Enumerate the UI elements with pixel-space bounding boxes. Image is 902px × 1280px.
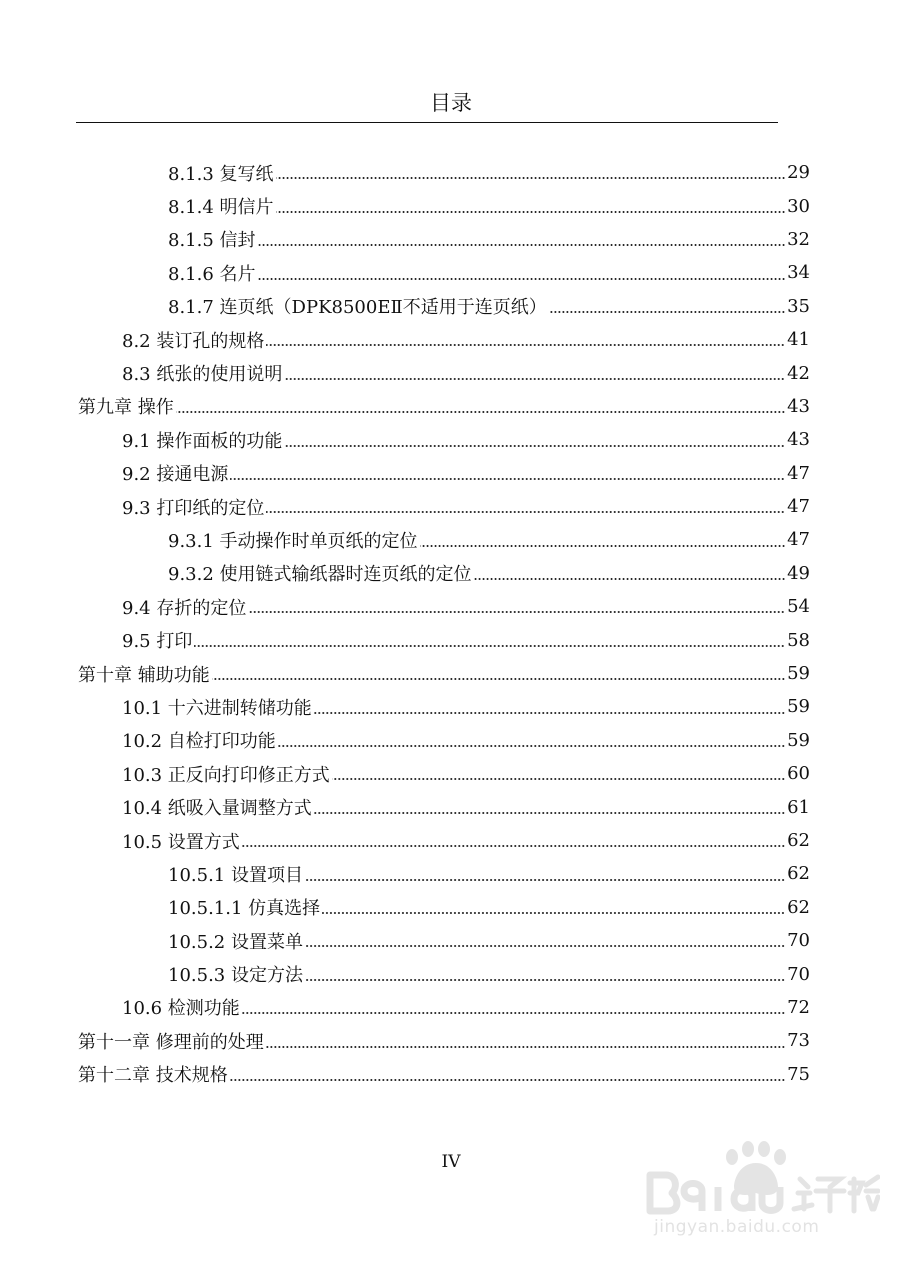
toc-entry xyxy=(0,223,902,256)
toc-entry-title: 8.1.7 连页纸（DPK8500EⅡ不适用于连页纸） xyxy=(168,297,547,319)
toc-dot-leader xyxy=(248,610,785,614)
toc-entry-title: 10.6 检测功能 xyxy=(122,998,240,1020)
toc-entry xyxy=(0,290,902,323)
toc-page-number: 72 xyxy=(787,996,810,1018)
toc-dot-leader xyxy=(276,210,786,214)
toc-dot-leader xyxy=(258,277,786,281)
toc-entry-title: 9.4 存折的定位 xyxy=(122,597,247,619)
toc-dot-leader xyxy=(549,310,785,314)
toc-entry-title: 第十二章 技术规格 xyxy=(78,1065,228,1087)
toc-dot-leader xyxy=(266,1045,785,1049)
toc-dot-leader xyxy=(305,878,785,882)
header-rule xyxy=(76,122,778,123)
toc-page-number: 42 xyxy=(787,362,810,384)
toc-page-number: 41 xyxy=(787,329,810,351)
toc-page-number: 59 xyxy=(787,729,810,751)
toc-page-number: 70 xyxy=(787,963,810,985)
toc-entry xyxy=(0,1024,902,1057)
toc-entry xyxy=(0,724,902,757)
toc-entry xyxy=(0,523,902,556)
toc-entry xyxy=(0,557,902,590)
toc-entry-title: 10.5.1 设置项目 xyxy=(168,864,303,886)
toc-page-number: 59 xyxy=(787,696,810,718)
toc-page-number: 62 xyxy=(787,830,810,851)
toc-entry xyxy=(0,957,902,990)
toc-entry-title: 10.5 设置方式 xyxy=(122,831,240,853)
toc-entry xyxy=(0,824,902,857)
toc-dot-leader xyxy=(212,677,785,681)
toc-page-number: 73 xyxy=(787,1030,810,1052)
toc-entry-title: 10.5.1.1 仿真选择 xyxy=(168,898,321,920)
toc-page-number: 35 xyxy=(787,295,810,317)
watermark-url: jingyan.baidu.com xyxy=(654,1217,820,1237)
toc-entry xyxy=(0,857,902,890)
toc-entry xyxy=(0,757,902,790)
toc-page-number: 47 xyxy=(787,462,810,484)
paw-icon xyxy=(726,1141,786,1195)
toc-page-number: 59 xyxy=(787,663,810,685)
toc-page-number: 47 xyxy=(787,496,810,518)
toc-dot-leader xyxy=(266,343,785,347)
toc-entry-title: 10.3 正反向打印修正方式 xyxy=(122,764,330,786)
toc-entry-title: 10.5.3 设定方法 xyxy=(168,965,303,987)
toc-entry-title: 9.3.1 手动操作时单页纸的定位 xyxy=(168,530,418,552)
toc-entry xyxy=(0,657,902,690)
toc-dot-leader xyxy=(332,777,785,781)
toc-entry xyxy=(0,356,902,389)
toc-page-number: 29 xyxy=(787,162,810,184)
toc-dot-leader xyxy=(242,844,785,848)
toc-entry xyxy=(0,156,902,189)
toc-page-number: 60 xyxy=(787,763,810,785)
toc-page-number: 54 xyxy=(787,596,810,618)
page-number: IV xyxy=(441,1152,461,1172)
toc-entry xyxy=(0,891,902,924)
toc-dot-leader xyxy=(314,811,785,815)
toc-entry-title: 9.3 打印纸的定位 xyxy=(122,497,265,519)
toc-entry-title: 第九章 操作 xyxy=(78,397,174,419)
page-header xyxy=(0,88,902,118)
toc-entry-title: 第十一章 修理前的处理 xyxy=(78,1031,264,1053)
toc-page-number: 58 xyxy=(787,629,810,651)
toc-page-number: 43 xyxy=(787,395,810,417)
toc-entry-title: 8.3 纸张的使用说明 xyxy=(122,364,283,386)
toc-entry xyxy=(0,423,902,456)
toc-dot-leader xyxy=(314,711,785,715)
toc-entry-title: 9.2 接通电源 xyxy=(122,464,229,486)
toc-page-number: 61 xyxy=(787,796,810,818)
toc-dot-leader xyxy=(284,444,785,448)
toc-entry-title: 10.5.2 设置菜单 xyxy=(168,931,303,953)
toc-page-number: 75 xyxy=(787,1063,810,1085)
toc-entry xyxy=(0,924,902,957)
toc-dot-leader xyxy=(176,410,785,414)
toc-entry-title: 8.1.5 信封 xyxy=(168,230,256,252)
toc-dot-leader xyxy=(474,577,786,581)
toc-entry-title: 9.3.2 使用链式输纸器时连页纸的定位 xyxy=(168,564,472,586)
toc-page-number: 47 xyxy=(787,529,810,551)
toc-entry-title: 10.4 纸吸入量调整方式 xyxy=(122,798,312,820)
toc-entry xyxy=(0,323,902,356)
toc-dot-leader xyxy=(278,744,785,748)
toc-dot-leader xyxy=(322,911,785,915)
toc-dot-leader xyxy=(242,1011,785,1015)
toc-entry-title: 10.2 自检打印功能 xyxy=(122,731,276,753)
toc-entry xyxy=(0,490,902,523)
toc-page-number: 30 xyxy=(787,195,810,217)
toc-entry xyxy=(0,457,902,490)
watermark xyxy=(640,1135,880,1245)
toc-entry-title: 8.1.4 明信片 xyxy=(168,197,274,219)
toc-entry-title: 第十章 辅助功能 xyxy=(78,664,210,686)
toc-dot-leader xyxy=(258,243,786,247)
toc-entry xyxy=(0,1058,902,1091)
toc-dot-leader xyxy=(305,944,785,948)
toc-entry-title: 8.1.6 名片 xyxy=(168,263,256,285)
toc-page-number: 34 xyxy=(787,262,810,284)
toc-dot-leader xyxy=(230,1078,785,1082)
toc-dot-leader xyxy=(266,510,785,514)
toc-entry-title: 9.5 打印 xyxy=(122,631,193,653)
toc-entry-title: 9.1 操作面板的功能 xyxy=(122,430,283,452)
toc-entry xyxy=(0,390,902,423)
toc-dot-leader xyxy=(194,644,785,648)
baidu-jingyan-logo xyxy=(640,1135,880,1219)
toc-entry xyxy=(0,590,902,623)
toc-dot-leader xyxy=(420,544,786,548)
toc-dot-leader xyxy=(305,978,785,982)
toc-entry xyxy=(0,256,902,289)
toc-entry xyxy=(0,991,902,1024)
toc-dot-leader xyxy=(284,377,785,381)
toc-dot-leader xyxy=(230,477,785,481)
toc-entry xyxy=(0,623,902,656)
toc-entry-title: 10.1 十六进制转储功能 xyxy=(122,697,312,719)
page-title: 目录 xyxy=(430,91,472,115)
toc-dot-leader xyxy=(276,176,786,180)
toc-page-number: 43 xyxy=(787,429,810,451)
toc-entry xyxy=(0,189,902,222)
toc-page-number: 70 xyxy=(787,930,810,952)
toc-entry xyxy=(0,790,902,823)
toc-page-number: 62 xyxy=(787,896,810,918)
toc-entry xyxy=(0,690,902,723)
table-of-contents xyxy=(0,156,902,1091)
toc-entry-title: 8.2 装订孔的规格 xyxy=(122,330,265,352)
toc-page-number: 62 xyxy=(787,863,810,885)
toc-page-number: 49 xyxy=(787,562,810,584)
toc-page-number: 32 xyxy=(787,228,810,250)
toc-entry-title: 8.1.3 复写纸 xyxy=(168,163,274,185)
